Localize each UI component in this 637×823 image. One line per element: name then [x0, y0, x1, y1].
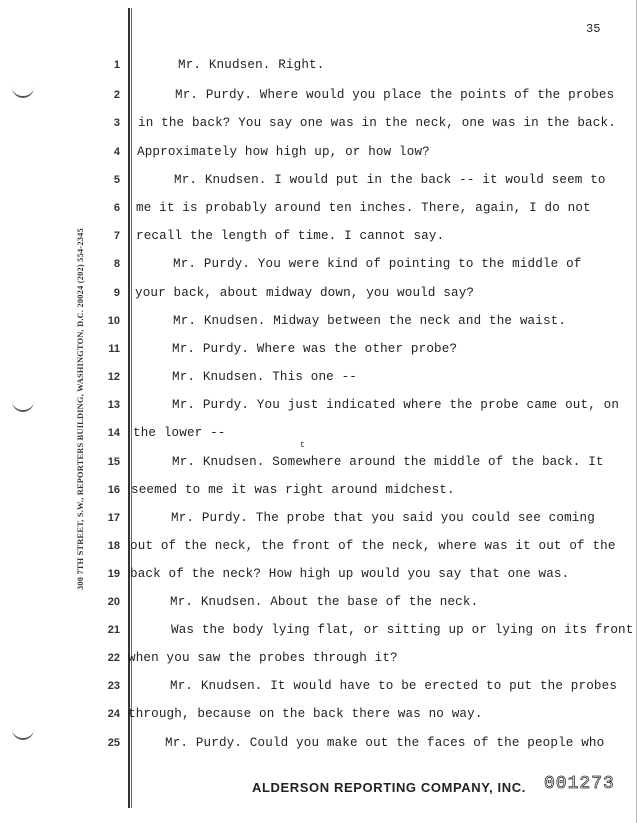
line-number: 16 — [107, 484, 120, 496]
transcript-line: Mr. Purdy. You just indicated where the probe came out, on — [172, 398, 620, 412]
line-number: 11 — [108, 343, 120, 355]
transcript-line: Mr. Knudsen. I would put in the back -- it would seem to — [174, 173, 606, 187]
transcript-line: Was the body lying flat, or sitting up or lying on its front — [171, 623, 634, 637]
transcript-line: Mr. Purdy. Where was the other probe? — [172, 342, 458, 356]
line-number: 22 — [107, 652, 120, 664]
binder-hole-mark — [12, 398, 34, 412]
transcript-line: when you saw the probes through it? — [128, 651, 398, 665]
margin-rule — [128, 8, 130, 808]
line-number: 17 — [107, 512, 120, 524]
line-number: 19 — [107, 568, 120, 580]
reporter-address-sidebar: 300 7TH STREET, S.W., REPORTERS BUILDING, WASHINGTON, D.C. 20024 (202) 554-2345 — [76, 228, 85, 590]
line-number: 25 — [107, 737, 120, 749]
transcript-line: recall the length of time. I cannot say. — [136, 229, 445, 243]
page-number: 35 — [586, 22, 601, 36]
transcript-line: Mr. Purdy. The probe that you said you could see coming — [171, 511, 595, 525]
line-number: 20 — [107, 596, 120, 608]
line-number: 13 — [107, 399, 120, 411]
transcript-line: me it is probably around ten inches. There, again, I do not — [136, 201, 591, 215]
line-number: 12 — [107, 371, 120, 383]
transcript-line: out of the neck, the front of the neck, where was it out of the — [130, 539, 616, 553]
line-number: 10 — [107, 315, 120, 327]
transcript-line: Mr. Knudsen. It would have to be erected to put the probes — [170, 679, 618, 693]
transcript-line: Mr. Knudsen. About the base of the neck. — [170, 595, 479, 609]
line-number: 4 — [113, 146, 120, 158]
transcript-line: the lower -- — [133, 426, 226, 440]
line-number: 5 — [113, 174, 120, 186]
line-number: 15 — [107, 456, 120, 468]
transcript-line: Mr. Purdy. Where would you place the points of the probes — [175, 88, 615, 102]
line-number: 18 — [107, 540, 120, 552]
transcript-line: Mr. Knudsen. Right. — [178, 58, 325, 72]
line-number: 23 — [107, 680, 120, 692]
line-number: 2 — [113, 89, 120, 101]
transcript-line: Mr. Knudsen. Somewhere around the middle of the back. It — [172, 455, 604, 469]
binder-hole-mark — [12, 726, 34, 740]
line-number: 24 — [107, 708, 120, 720]
line-number: 3 — [113, 117, 120, 129]
binder-hole-mark — [12, 84, 34, 98]
line-number: 1 — [113, 59, 120, 71]
line-number: 9 — [113, 287, 120, 299]
transcript-line: your back, about midway down, you would say? — [135, 286, 475, 300]
transcript-line: in the back? You say one was in the neck, one was in the back. — [138, 116, 616, 130]
margin-rule-inner — [131, 8, 132, 808]
transcript-line: Mr. Purdy. You were kind of pointing to the middle of — [173, 257, 582, 271]
transcript-line: Mr. Knudsen. This one -- — [172, 370, 357, 384]
transcript-line: Mr. Knudsen. Midway between the neck and the waist. — [173, 314, 567, 328]
footer-company: ALDERSON REPORTING COMPANY, INC. — [252, 780, 526, 795]
transcript-line: seemed to me it was right around midchest. — [131, 483, 455, 497]
transcript-line: back of the neck? How high up would you say that one was. — [130, 567, 570, 581]
document-number: 001273 — [544, 774, 615, 794]
transcript-line: through, because on the back there was no way. — [128, 707, 483, 721]
transcript-line: Approximately how high up, or how low? — [137, 145, 430, 159]
line-number: 21 — [107, 624, 120, 636]
transcript-line: Mr. Purdy. Could you make out the faces of the people who — [165, 736, 605, 750]
line-number: 8 — [113, 258, 120, 270]
line-number: 7 — [113, 230, 120, 242]
line-number: 14 — [107, 427, 120, 439]
line-number: 6 — [113, 202, 120, 214]
stray-mark: t — [300, 441, 305, 450]
